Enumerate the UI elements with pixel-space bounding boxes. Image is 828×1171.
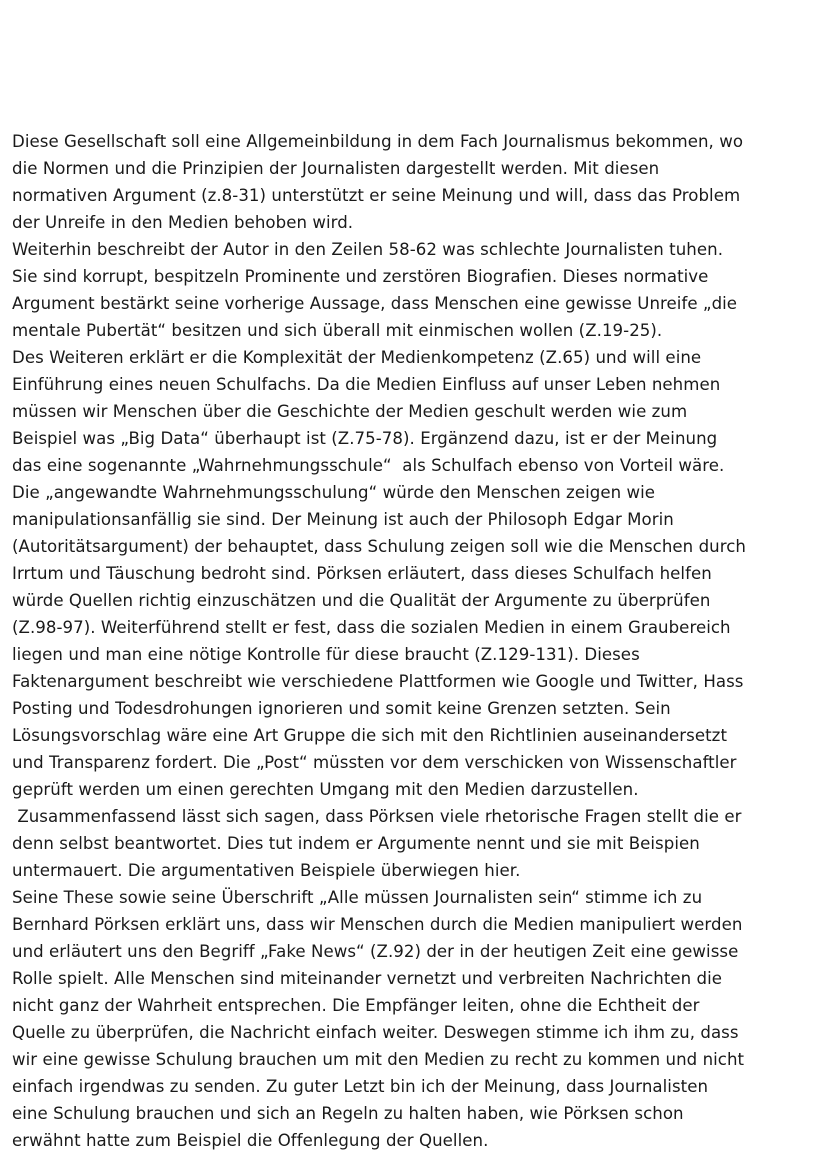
text-line: müssen wir Menschen über die Geschichte der Medien geschult werden wie zum xyxy=(12,402,688,421)
text-line: Weiterhin beschreibt der Autor in den Zeilen 58-62 was schlechte Journalisten tuhen. xyxy=(12,240,724,259)
text-line: (Z.98-97). Weiterführend stellt er fest, dass die sozialen Medien in einem Graubereich xyxy=(12,618,731,637)
text-line: würde Quellen richtig einzuschätzen und die Qualität der Argumente zu überprüfen xyxy=(12,591,711,610)
text-line: Lösungsvorschlag wäre eine Art Gruppe die sich mit den Richtlinien auseinandersetzt xyxy=(12,726,727,745)
text-line: Quelle zu überprüfen, die Nachricht einfach weiter. Deswegen stimme ich ihm zu, dass xyxy=(12,1023,739,1042)
text-line: nicht ganz der Wahrheit entsprechen. Die Empfänger leiten, ohne die Echtheit der xyxy=(12,996,700,1015)
text-line: Zusammenfassend lässt sich sagen, dass Pörksen viele rhetorische Fragen stellt die er xyxy=(12,807,742,826)
text-line: Seine These sowie seine Überschrift „Alle müssen Journalisten sein“ stimme ich zu xyxy=(12,888,703,907)
text-line: einfach irgendwas zu senden. Zu guter Letzt bin ich der Meinung, dass Journalisten xyxy=(12,1077,709,1096)
text-line: eine Schulung brauchen und sich an Regeln zu halten haben, wie Pörksen schon xyxy=(12,1104,684,1123)
text-line: das eine sogenannte „Wahrnehmungsschule“ als Schulfach ebenso von Vorteil wäre. xyxy=(12,456,725,475)
text-line: Rolle spielt. Alle Menschen sind miteinander vernetzt und verbreiten Nachrichten die xyxy=(12,969,723,988)
text-line: manipulationsanfällig sie sind. Der Meinung ist auch der Philosoph Edgar Morin xyxy=(12,510,674,529)
text-line: Des Weiteren erklärt er die Komplexität der Medienkompetenz (Z.65) und will eine xyxy=(12,348,702,367)
text-line: geprüft werden um einen gerechten Umgang mit den Medien darzustellen. xyxy=(12,780,639,799)
text-line: und erläutert uns den Begriff „Fake News“ (Z.92) der in der heutigen Zeit eine gewisse xyxy=(12,942,739,961)
text-line: und Transparenz fordert. Die „Post“ müssten vor dem verschicken von Wissenschaftler xyxy=(12,753,737,772)
text-line: liegen und man eine nötige Kontrolle für diese braucht (Z.129-131). Dieses xyxy=(12,645,640,664)
text-line: mentale Pubertät“ besitzen und sich überall mit einmischen wollen (Z.19-25). xyxy=(12,321,663,340)
text-line: Sie sind korrupt, bespitzeln Prominente und zerstören Biografien. Dieses normative xyxy=(12,267,709,286)
text-line: Irrtum und Täuschung bedroht sind. Pörksen erläutert, dass dieses Schulfach helfen xyxy=(12,564,712,583)
text-line: die Normen und die Prinzipien der Journalisten dargestellt werden. Mit diesen xyxy=(12,159,660,178)
text-line: Diese Gesellschaft soll eine Allgemeinbildung in dem Fach Journalismus bekommen, wo xyxy=(12,132,744,151)
essay-text xyxy=(12,128,822,1154)
text-line: der Unreife in den Medien behoben wird. xyxy=(12,213,354,232)
text-line: Faktenargument beschreibt wie verschiedene Plattformen wie Google und Twitter, Hass xyxy=(12,672,744,691)
text-line: denn selbst beantwortet. Dies tut indem er Argumente nennt und sie mit Beispien xyxy=(12,834,700,853)
text-line: untermauert. Die argumentativen Beispiele überwiegen hier. xyxy=(12,861,521,880)
text-line: erwähnt hatte zum Beispiel die Offenlegung der Quellen. xyxy=(12,1131,489,1150)
text-line: Posting und Todesdrohungen ignorieren und somit keine Grenzen setzten. Sein xyxy=(12,699,671,718)
text-line: Die „angewandte Wahrnehmungsschulung“ würde den Menschen zeigen wie xyxy=(12,483,656,502)
text-line: Einführung eines neuen Schulfachs. Da die Medien Einfluss auf unser Leben nehmen xyxy=(12,375,721,394)
text-line: (Autoritätsargument) der behauptet, dass Schulung zeigen soll wie die Menschen durch xyxy=(12,537,746,556)
text-line: Argument bestärkt seine vorherige Aussage, dass Menschen eine gewisse Unreife „die xyxy=(12,294,738,313)
text-line: Beispiel was „Big Data“ überhaupt ist (Z.75-78). Ergänzend dazu, ist er der Meinung xyxy=(12,429,718,448)
text-line: wir eine gewisse Schulung brauchen um mit den Medien zu recht zu kommen und nicht xyxy=(12,1050,745,1069)
text-line: normativen Argument (z.8-31) unterstützt er seine Meinung und will, dass das Problem xyxy=(12,186,741,205)
text-line: Bernhard Pörksen erklärt uns, dass wir Menschen durch die Medien manipuliert werden xyxy=(12,915,743,934)
